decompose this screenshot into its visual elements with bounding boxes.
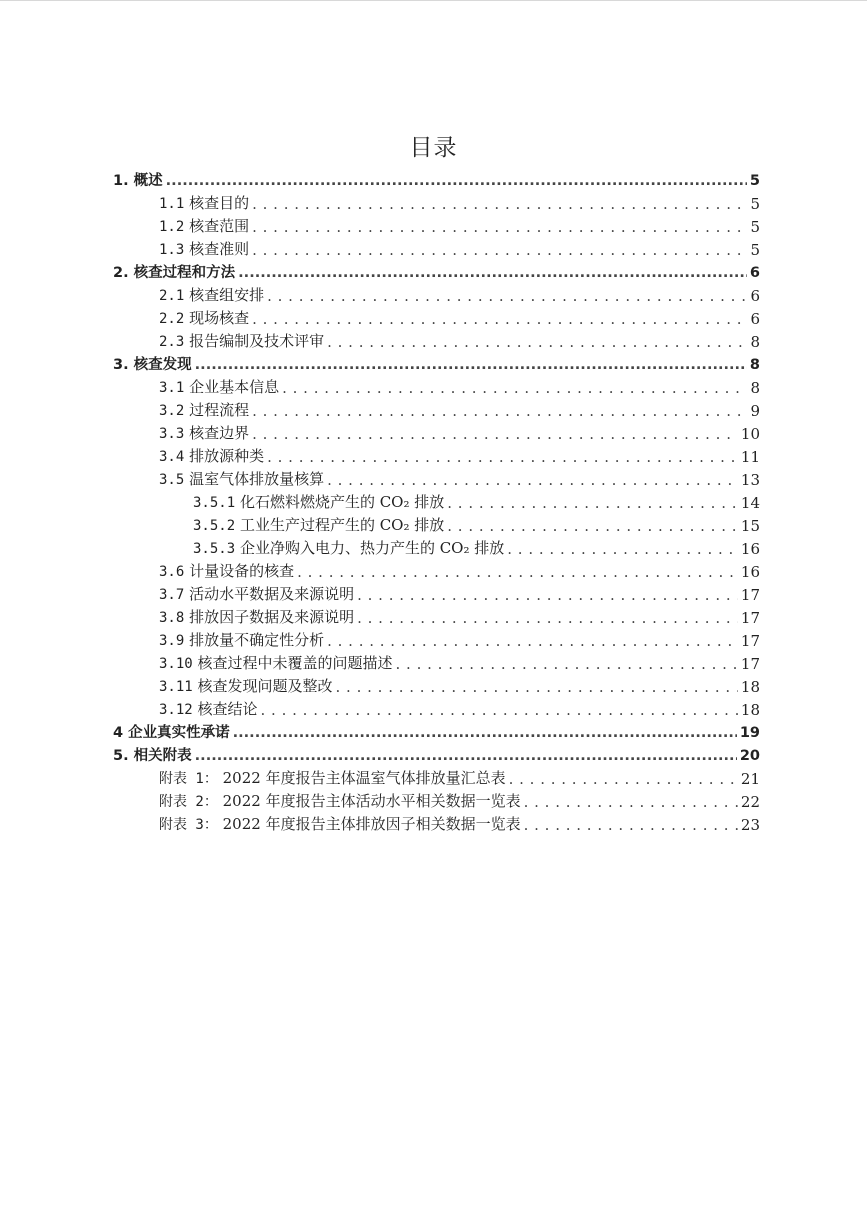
toc-entry-label [159, 307, 249, 331]
toc-entry-label [159, 652, 393, 676]
toc-entry-title: 企业基本信息 [189, 378, 280, 396]
toc-page-number: 21 [740, 770, 760, 788]
toc-entry-number: 3.7 [159, 587, 185, 603]
toc-entry-number: 2.2 [159, 311, 185, 327]
toc-entry-title: 核查边界 [189, 424, 250, 442]
toc-entry[interactable] [113, 653, 760, 676]
toc-page-number: 17 [740, 632, 760, 650]
toc-entry-number: 3.5.2 [193, 518, 236, 534]
toc-entry-title: 2022 年度报告主体活动水平相关数据一览表 [222, 792, 521, 810]
toc-entry-title: 核查发现问题及整改 [197, 677, 333, 695]
toc-entry-number: 附表 3： [159, 817, 218, 833]
toc-page-number: 8 [749, 357, 760, 373]
toc-leader-dots [357, 584, 738, 607]
toc-entry-label [159, 284, 264, 308]
toc-entry-label [159, 813, 521, 837]
toc-leader-dots [447, 515, 738, 538]
toc-entry-title: 核查过程中未覆盖的问题描述 [197, 654, 393, 672]
toc-page-number: 16 [740, 540, 760, 558]
toc-leader-dots [509, 768, 738, 791]
toc-entry-title: 现场核查 [189, 309, 250, 327]
toc-leader-dots [252, 400, 747, 423]
toc-leader-dots [282, 377, 747, 400]
toc-entry-number: 3.10 [159, 656, 193, 672]
toc-entry[interactable] [113, 768, 760, 791]
toc-entry-label [113, 170, 163, 193]
toc-entry-label [159, 399, 249, 423]
toc-entry[interactable] [113, 538, 760, 561]
toc-entry[interactable] [113, 308, 760, 331]
toc-entry-number: 3.1 [159, 380, 185, 396]
toc-entry-title: 核查范围 [189, 217, 250, 235]
toc-page-number: 5 [750, 241, 760, 259]
toc-page-number: 22 [740, 793, 760, 811]
toc-entry-label [159, 445, 264, 469]
toc-entry[interactable] [113, 492, 760, 515]
toc-page-number: 6 [750, 287, 760, 305]
toc-entry-title: 核查准则 [189, 240, 250, 258]
toc-entry-number: 1.2 [159, 219, 185, 235]
toc-page-number: 15 [740, 517, 760, 535]
toc-page-number: 16 [740, 563, 760, 581]
toc-entry[interactable] [113, 676, 760, 699]
toc-entry[interactable] [113, 239, 760, 262]
toc-leader-dots [252, 239, 747, 262]
toc-entry-label [159, 215, 249, 239]
toc-page-number: 17 [740, 609, 760, 627]
toc-entry-number: 附表 2： [159, 794, 218, 810]
toc-page-number: 9 [750, 402, 760, 420]
toc-entry-number: 3.11 [159, 679, 193, 695]
toc-entry-label [113, 722, 230, 745]
toc-entry-title: 工业生产过程产生的 CO₂ 排放 [239, 516, 445, 534]
toc-entry-number: 2.1 [159, 288, 185, 304]
toc-entry-title: 相关附表 [133, 748, 192, 764]
toc-page-number: 13 [740, 471, 760, 489]
toc-page-number: 23 [740, 816, 760, 834]
toc-leader-dots [507, 538, 738, 561]
toc-leader-dots [524, 791, 738, 814]
toc-leader-dots [233, 722, 737, 745]
toc-page-number: 11 [740, 448, 760, 466]
toc-entry-number: 4 [113, 725, 124, 741]
toc-entry-title: 温室气体排放量核算 [189, 470, 325, 488]
toc-leader-dots [267, 285, 747, 308]
toc-entry[interactable] [113, 745, 760, 768]
toc-entry-label [193, 537, 504, 561]
toc-entry-number: 3.3 [159, 426, 185, 442]
toc-entry[interactable] [113, 446, 760, 469]
toc-entry-label [159, 790, 521, 814]
toc-leader-dots [252, 193, 747, 216]
toc-leader-dots [327, 630, 738, 653]
toc-page-number: 5 [750, 218, 760, 236]
toc-entry-title: 核查结论 [197, 700, 258, 718]
toc-entry[interactable] [113, 584, 760, 607]
toc-entry-label [159, 468, 324, 492]
toc-leader-dots [357, 607, 738, 630]
toc-entry-number: 3.2 [159, 403, 185, 419]
toc-entry-title: 2022 年度报告主体排放因子相关数据一览表 [222, 815, 521, 833]
toc-entry-title: 活动水平数据及来源说明 [189, 585, 355, 603]
toc-entry[interactable] [113, 170, 760, 193]
toc-entry-number: 3.4 [159, 449, 185, 465]
toc-page-number: 18 [740, 701, 760, 719]
toc-entry-number: 1. [113, 173, 129, 189]
toc-entry-title: 排放源种类 [189, 447, 265, 465]
toc-entry-title: 企业真实性承诺 [128, 725, 230, 741]
toc-entry-number: 3.12 [159, 702, 193, 718]
toc-page-number: 5 [750, 195, 760, 213]
toc-entry[interactable] [113, 331, 760, 354]
toc-page-number: 10 [740, 425, 760, 443]
toc-entry[interactable] [113, 400, 760, 423]
table-of-contents [113, 170, 760, 837]
toc-entry-title: 过程流程 [189, 401, 250, 419]
toc-entry[interactable] [113, 515, 760, 538]
toc-entry-label [193, 491, 444, 515]
toc-entry-title: 化石燃料燃烧产生的 CO₂ 排放 [239, 493, 445, 511]
toc-entry-title: 核查过程和方法 [133, 265, 236, 281]
toc-entry-number: 1.1 [159, 196, 185, 212]
toc-page-number: 8 [750, 379, 760, 397]
toc-page-number: 5 [749, 173, 760, 189]
toc-page-number: 14 [740, 494, 760, 512]
toc-entry-number: 3.5 [159, 472, 185, 488]
toc-entry-title: 概述 [133, 173, 163, 189]
toc-entry[interactable] [113, 722, 760, 745]
toc-entry-number: 3.5.1 [193, 495, 236, 511]
toc-page-number: 6 [749, 265, 760, 281]
toc-entry[interactable] [113, 285, 760, 308]
toc-page-number: 8 [750, 333, 760, 351]
toc-page-number: 19 [739, 725, 760, 741]
toc-leader-dots [238, 262, 747, 285]
toc-entry[interactable] [113, 193, 760, 216]
toc-entry-number: 3.8 [159, 610, 185, 626]
toc-entry[interactable] [113, 354, 760, 377]
toc-entry-label [159, 192, 249, 216]
toc-entry-label [159, 330, 324, 354]
toc-entry-label [159, 675, 333, 699]
page-title: 目录 [409, 135, 458, 161]
toc-entry-number: 2.3 [159, 334, 185, 350]
toc-entry-number: 3.6 [159, 564, 185, 580]
toc-entry[interactable] [113, 814, 760, 837]
toc-entry-label [159, 422, 249, 446]
toc-entry[interactable] [113, 469, 760, 492]
toc-entry[interactable] [113, 607, 760, 630]
toc-entry[interactable] [113, 699, 760, 722]
toc-page-number: 17 [740, 586, 760, 604]
toc-entry-label [159, 560, 294, 584]
toc-page-number: 20 [739, 748, 760, 764]
toc-entry[interactable] [113, 216, 760, 239]
toc-entry-title: 核查目的 [189, 194, 250, 212]
toc-entry-label [159, 698, 258, 722]
toc-leader-dots [396, 653, 738, 676]
toc-entry[interactable] [113, 262, 760, 285]
toc-entry-number: 3.5.3 [193, 541, 236, 557]
toc-entry-title: 2022 年度报告主体温室气体排放量汇总表 [222, 769, 506, 787]
toc-entry-label [159, 376, 279, 400]
toc-leader-dots [327, 469, 738, 492]
toc-page-number: 17 [740, 655, 760, 673]
toc-entry[interactable] [113, 377, 760, 400]
toc-leader-dots [336, 676, 738, 699]
toc-leader-dots [524, 814, 738, 837]
toc-entry-number: 2. [113, 265, 129, 281]
toc-entry[interactable] [113, 630, 760, 653]
toc-leader-dots [195, 745, 737, 768]
toc-entry-title: 核查组安排 [189, 286, 265, 304]
toc-entry-label [159, 629, 324, 653]
toc-entry-title: 核查发现 [133, 357, 192, 373]
toc-leader-dots [447, 492, 738, 515]
toc-entry-title: 排放量不确定性分析 [189, 631, 325, 649]
toc-leader-dots [261, 699, 738, 722]
toc-leader-dots [252, 216, 747, 239]
toc-leader-dots [327, 331, 747, 354]
toc-entry-title: 计量设备的核查 [189, 562, 295, 580]
toc-entry-title: 报告编制及技术评审 [189, 332, 325, 350]
toc-entry-title: 排放因子数据及来源说明 [189, 608, 355, 626]
toc-entry-number: 5. [113, 748, 129, 764]
toc-entry[interactable] [113, 791, 760, 814]
toc-leader-dots [252, 308, 747, 331]
toc-leader-dots [252, 423, 738, 446]
toc-entry-label [113, 354, 192, 377]
toc-entry-number: 1.3 [159, 242, 185, 258]
toc-entry-number: 附表 1： [159, 771, 218, 787]
toc-leader-dots [297, 561, 738, 584]
toc-entry-label [159, 767, 506, 791]
toc-entry-label [193, 514, 444, 538]
toc-entry-label [159, 583, 354, 607]
toc-entry-label [159, 606, 354, 630]
toc-page-number: 6 [750, 310, 760, 328]
toc-leader-dots [195, 354, 747, 377]
toc-leader-dots [166, 170, 747, 193]
toc-leader-dots [267, 446, 738, 469]
toc-page-number: 18 [740, 678, 760, 696]
toc-entry-number: 3. [113, 357, 129, 373]
toc-entry-title: 企业净购入电力、热力产生的 CO₂ 排放 [239, 539, 505, 557]
toc-entry[interactable] [113, 561, 760, 584]
toc-entry-label [113, 745, 192, 768]
toc-entry-label [159, 238, 249, 262]
toc-entry[interactable] [113, 423, 760, 446]
toc-entry-label [113, 262, 235, 285]
toc-entry-number: 3.9 [159, 633, 185, 649]
